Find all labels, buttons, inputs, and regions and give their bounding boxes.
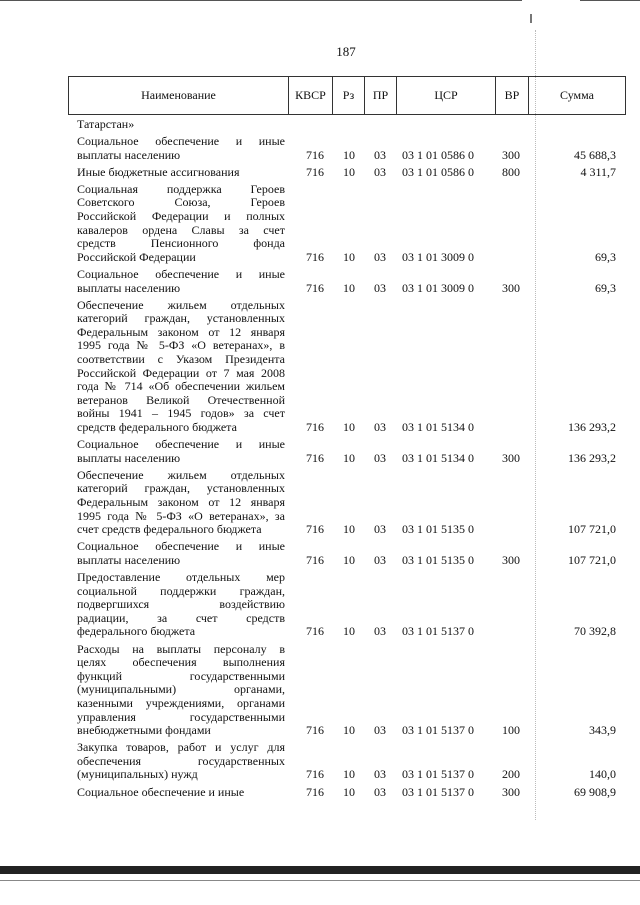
row-name-line: 1995 года № 5-ФЗ «О ветеранах», за: [77, 508, 285, 523]
row-name-line: целях обеспечения выполнения: [77, 655, 285, 670]
row-sum: 136 293,2: [568, 420, 616, 435]
row-name: [77, 540, 285, 567]
row-sum: 45 688,3: [574, 147, 616, 162]
row-name-line: Расходы на выплаты персоналу в: [77, 641, 285, 656]
row-name-line: средств Пенсионного фонда: [77, 236, 285, 251]
row-name-line: года № 714 «Об обеспечении жильем: [77, 379, 285, 394]
row-name-line: выплаты населению: [77, 450, 181, 465]
row-kvsr: 716: [306, 723, 324, 738]
row-name-line: Федеральным законом от 12 января: [77, 495, 285, 510]
row-pr: 03: [374, 164, 386, 179]
row-name-line: внебюджетными фондами: [77, 723, 211, 738]
row-name-line: выплаты населению: [77, 280, 181, 295]
row-name-line: Предоставление отдельных мер: [77, 570, 285, 585]
row-rz: 10: [343, 420, 355, 435]
table-row: [77, 299, 622, 435]
row-pr: 03: [374, 420, 386, 435]
row-name: [77, 166, 285, 180]
row-name-line: федерального бюджета: [77, 624, 196, 639]
page-number: 187: [336, 44, 356, 59]
row-rz: 10: [343, 784, 355, 799]
row-csr: 03 1 01 5137 0: [402, 624, 474, 639]
row-name-line: Иные бюджетные ассигнования: [77, 164, 240, 179]
row-kvsr: 716: [306, 420, 324, 435]
row-name-line: соответствии с Указом Президента: [77, 352, 285, 367]
row-name: [77, 183, 285, 265]
row-name: [77, 438, 285, 465]
header-vr: ВР: [496, 77, 529, 114]
row-sum: 4 311,7: [580, 164, 616, 179]
table-header: [68, 76, 626, 115]
row-vr: 100: [502, 723, 520, 738]
row-sum: 69,3: [595, 249, 616, 264]
row-csr: 03 1 01 5137 0: [402, 784, 474, 799]
row-pr: 03: [374, 280, 386, 295]
row-name-line: Социальное обеспечение и иные: [77, 134, 285, 149]
header-kvsr: КВСР: [289, 77, 333, 114]
row-name-line: кавалеров ордена Славы за счет: [77, 222, 285, 237]
row-csr: 03 1 01 5134 0: [402, 450, 474, 465]
row-rz: 10: [343, 552, 355, 567]
row-name-line: Социальное обеспечение и иные: [77, 539, 285, 554]
row-kvsr: 716: [306, 767, 324, 782]
row-name-line: выплаты населению: [77, 147, 181, 162]
row-name-line: Социальное обеспечение и иные: [77, 784, 245, 799]
header-pr: ПР: [365, 77, 397, 114]
row-kvsr: 716: [306, 784, 324, 799]
row-rz: 10: [343, 723, 355, 738]
row-pr: 03: [374, 450, 386, 465]
row-rz: 10: [343, 164, 355, 179]
row-rz: 10: [343, 767, 355, 782]
row-name-line: войны 1941 – 1945 годов» за счет: [77, 406, 285, 421]
table-row: [77, 540, 622, 567]
row-name: [77, 741, 285, 782]
table-row: [77, 741, 622, 782]
header-name: Наименование: [69, 77, 289, 114]
row-name-line: обеспечения государственных: [77, 753, 285, 768]
row-name: [77, 469, 285, 537]
row-name-line: Федеральным законом от 12 января: [77, 324, 285, 339]
row-name-line: управления государственными: [77, 709, 285, 724]
table-row: [77, 571, 622, 639]
row-sum: 69 908,9: [574, 784, 616, 799]
row-name-line: Социальное обеспечение и иные: [77, 437, 285, 452]
table-row: [77, 268, 622, 295]
row-vr: 300: [502, 280, 520, 295]
row-pr: 03: [374, 784, 386, 799]
row-rz: 10: [343, 280, 355, 295]
row-pr: 03: [374, 522, 386, 537]
row-name: [77, 786, 285, 800]
row-rz: 10: [343, 249, 355, 264]
row-csr: 03 1 01 5134 0: [402, 420, 474, 435]
row-kvsr: 716: [306, 164, 324, 179]
scan-top-rule: [0, 0, 522, 1]
header-sum: Сумма: [560, 88, 594, 102]
row-rz: 10: [343, 450, 355, 465]
row-name-line: Закупка товаров, работ и услуг для: [77, 740, 285, 755]
row-name-line: (муниципальных) нужд: [77, 767, 198, 782]
row-vr: 800: [502, 164, 520, 179]
row-name-line: функций государственными: [77, 668, 285, 683]
table-row: [77, 183, 622, 265]
row-name: [77, 643, 285, 738]
row-name-line: счет средств федерального бюджета: [77, 522, 262, 537]
row-kvsr: 716: [306, 450, 324, 465]
row-name-line: Социальное обеспечение и иные: [77, 267, 285, 281]
row-kvsr: 716: [306, 624, 324, 639]
row-name-line: Обеспечение жильем отдельных: [77, 297, 285, 312]
row-pr: 03: [374, 767, 386, 782]
margin-mark: [530, 14, 532, 23]
row-name: [77, 268, 285, 295]
row-vr: 200: [502, 767, 520, 782]
row-name-line: 1995 года № 5-ФЗ «О ветеранах», в: [77, 338, 285, 353]
scan-bottom-edge: [0, 866, 640, 874]
row-name-line: (муниципальными) органами,: [77, 682, 285, 697]
row-pr: 03: [374, 624, 386, 639]
row-name-line: казенными учреждениями, органами: [77, 695, 285, 710]
row-pr: 03: [374, 147, 386, 162]
row-sum: 140,0: [589, 767, 616, 782]
row-kvsr: 716: [306, 552, 324, 567]
row-name-line: Российской Федерации от 7 мая 2008: [77, 365, 285, 380]
row-name-line: Обеспечение жильем отдельных: [77, 467, 285, 482]
row-sum: 136 293,2: [568, 450, 616, 465]
row-name: [77, 135, 285, 162]
row-rz: 10: [343, 147, 355, 162]
row-pr: 03: [374, 552, 386, 567]
scan-bottom-rule: [0, 880, 640, 881]
row-name: [77, 571, 285, 639]
row-csr: 03 1 01 0586 0: [402, 164, 474, 179]
row-name-line: подвергшихся воздействию: [77, 597, 285, 612]
row-kvsr: 716: [306, 147, 324, 162]
table-row: [77, 643, 622, 738]
row-csr: 03 1 01 5137 0: [402, 723, 474, 738]
header-csr: ЦСР: [397, 77, 496, 114]
row-csr: 03 1 01 5135 0: [402, 522, 474, 537]
row-sum: 343,9: [589, 723, 616, 738]
table-row: [77, 135, 622, 162]
row-name-line: Российской Федерации и полных: [77, 209, 285, 224]
table-row: [77, 786, 622, 800]
table-row: [77, 118, 622, 132]
row-sum: 69,3: [595, 280, 616, 295]
row-sum: 107 721,0: [568, 522, 616, 537]
row-pr: 03: [374, 723, 386, 738]
row-pr: 03: [374, 249, 386, 264]
row-csr: 03 1 01 3009 0: [402, 280, 474, 295]
row-name-line: Татарстан»: [77, 117, 135, 131]
row-name-line: выплаты населению: [77, 552, 181, 567]
row-name-line: Социальная поддержка Героев: [77, 181, 285, 196]
row-name-line: категорий граждан, установленных: [77, 481, 285, 496]
row-name: [77, 118, 285, 132]
row-name-line: средств федерального бюджета: [77, 420, 237, 435]
scan-top-rule-right: [580, 0, 640, 1]
row-name-line: Советского Союза, Героев: [77, 195, 285, 210]
row-rz: 10: [343, 522, 355, 537]
row-csr: 03 1 01 3009 0: [402, 249, 474, 264]
header-rz: Рз: [333, 77, 365, 114]
table-row: [77, 438, 622, 465]
row-csr: 03 1 01 5135 0: [402, 552, 474, 567]
row-sum: 70 392,8: [574, 624, 616, 639]
row-vr: 300: [502, 450, 520, 465]
row-kvsr: 716: [306, 280, 324, 295]
table-row: [77, 469, 622, 537]
row-sum: 107 721,0: [568, 552, 616, 567]
row-vr: 300: [502, 552, 520, 567]
row-name-line: социальной поддержки граждан,: [77, 583, 285, 598]
row-name-line: Российской Федерации: [77, 249, 196, 264]
row-name-line: радиации, за счет средств: [77, 610, 285, 625]
row-name: [77, 299, 285, 435]
row-vr: 300: [502, 147, 520, 162]
row-kvsr: 716: [306, 249, 324, 264]
row-kvsr: 716: [306, 522, 324, 537]
row-csr: 03 1 01 5137 0: [402, 767, 474, 782]
row-vr: 300: [502, 784, 520, 799]
row-rz: 10: [343, 624, 355, 639]
row-name-line: категорий граждан, установленных: [77, 311, 285, 326]
row-csr: 03 1 01 0586 0: [402, 147, 474, 162]
row-name-line: ветеранов Великой Отечественной: [77, 392, 285, 407]
table-row: [77, 166, 622, 180]
